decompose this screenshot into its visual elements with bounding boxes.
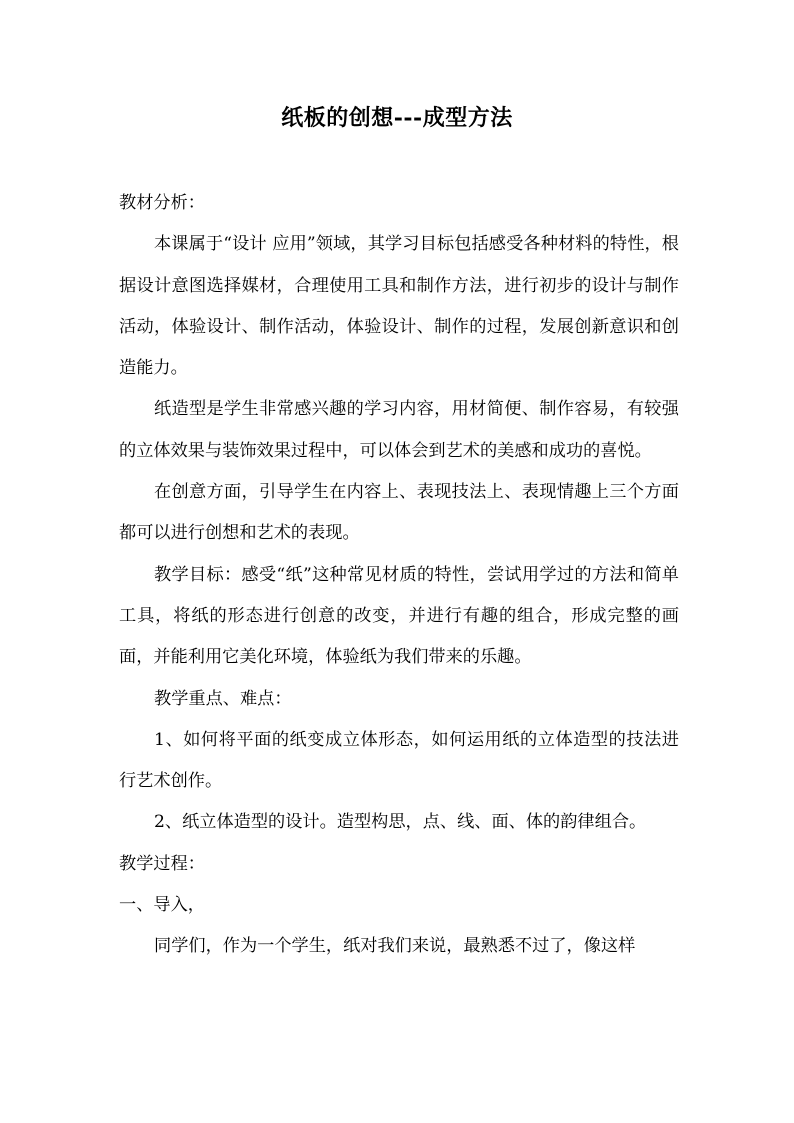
paragraph-key-point-2: 2、纸立体造型的设计。造型构思，点、线、面、体的韵律组合。 xyxy=(154,812,647,833)
paragraph-key-points-heading: 教学重点、难点： xyxy=(154,688,292,709)
paragraph-introduction-text: 同学们，作为一个学生，纸对我们来说，最熟悉不过了，像这样 xyxy=(154,936,636,957)
paragraph-key-point-1: 1、如何将平面的纸变成立体形态，如何运用纸的立体造型的技法进行艺术创作。 xyxy=(119,729,679,792)
document-title: 纸板的创想---成型方法 xyxy=(281,105,513,131)
paragraph-course-description: 本课属于“设计 应用”领域，其学习目标包括感受各种材料的特性，根据设计意图选择媒材，合理使用工具和制作方法，进行初步的设计与制作活动，体验设计、制作活动，体验设计、制作的过程，发展创新意识和创造能力。 xyxy=(119,234,679,379)
paragraph-material-analysis-heading: 教材分析： xyxy=(119,193,205,213)
paragraph-teaching-process-heading: 教学过程： xyxy=(119,853,205,874)
paragraph-teaching-goals: 教学目标：感受“纸”这种常见材质的特性，尝试用学过的方法和简单工具，将纸的形态进行创意的改变，并进行有趣的组合，形成完整的画面，并能利用它美化环境，体验纸为我们带来的乐趣。 xyxy=(119,564,679,668)
paragraph-paper-modeling: 纸造型是学生非常感兴趣的学习内容，用材简便、制作容易，有较强的立体效果与装饰效果过程中，可以体会到艺术的美感和成功的喜悦。 xyxy=(119,399,679,461)
paragraph-creativity: 在创意方面，引导学生在内容上、表现技法上、表现情趣上三个方面都可以进行创想和艺术的表现。 xyxy=(119,482,679,544)
paragraph-introduction-heading: 一、导入， xyxy=(119,895,205,916)
document-body xyxy=(119,183,679,968)
